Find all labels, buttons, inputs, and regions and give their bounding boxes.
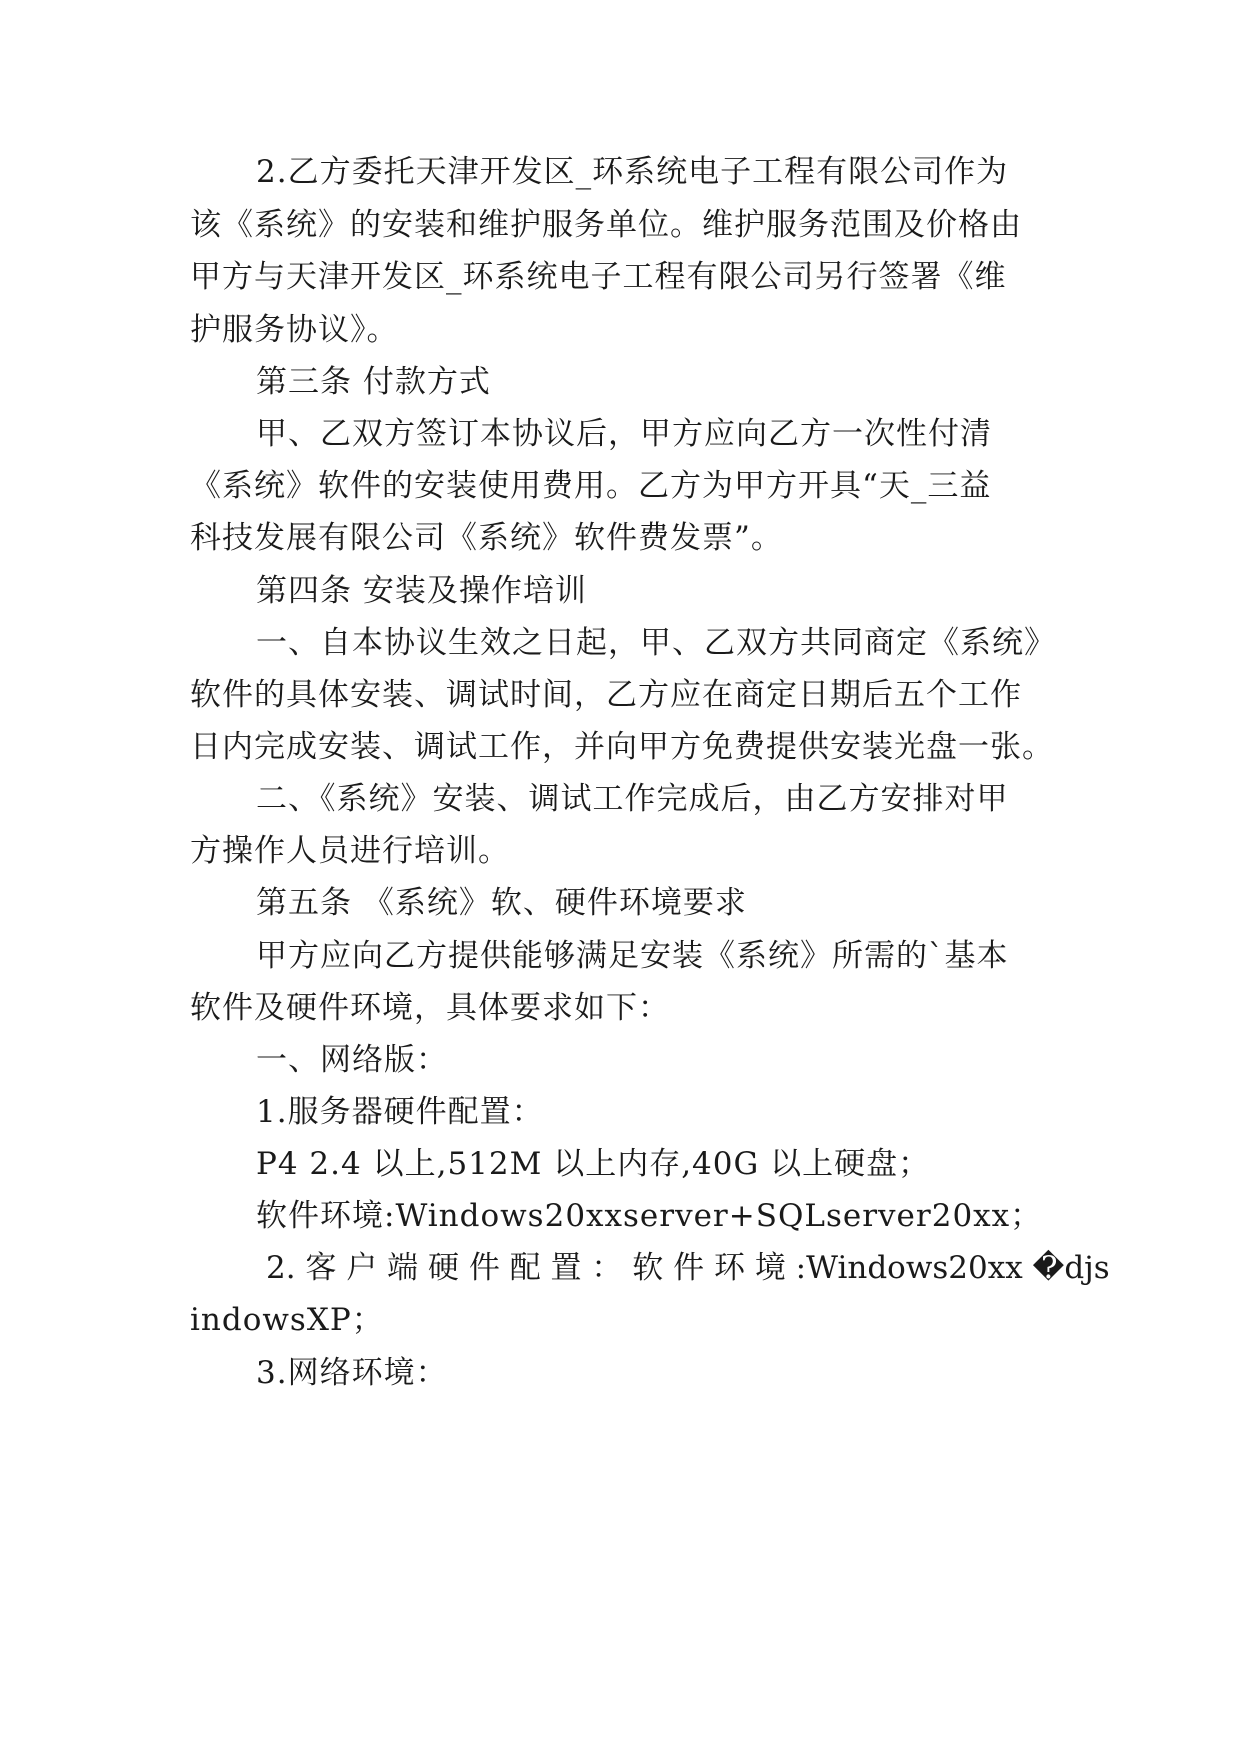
paragraph-line: 甲方与天津开发区_环系统电子工程有限公司另行签署《维	[190, 259, 1007, 295]
list-item: 2. 客 户 端 硬 件 配 置 ： 软 件 环 境 :Windows20xx �djs	[266, 1250, 1110, 1286]
list-heading: 一、网络版：	[256, 1042, 448, 1078]
paragraph-line: 科技发展有限公司《系统》软件费发票”。	[190, 520, 783, 556]
section-heading: 第五条 《系统》软、硬件环境要求	[256, 885, 747, 921]
list-item: 3.网络环境：	[256, 1355, 448, 1391]
paragraph-line: 2.乙方委托天津开发区_环系统电子工程有限公司作为	[256, 154, 1009, 190]
paragraph-line: 该《系统》的安装和维护服务单位。维护服务范围及价格由	[190, 207, 1022, 243]
list-item: P4 2.4 以上,512M 以上内存,40G 以上硬盘；	[256, 1146, 931, 1182]
paragraph-line: 日内完成安装、调试工作，并向甲方免费提供安装光盘一张。	[190, 729, 1054, 765]
paragraph-line: 方操作人员进行培训。	[190, 833, 510, 869]
list-item: 1.服务器硬件配置：	[256, 1094, 544, 1130]
paragraph-line: 软件的具体安装、调试时间，乙方应在商定日期后五个工作	[190, 677, 1022, 713]
paragraph-line: 甲、乙双方签订本协议后，甲方应向乙方一次性付清	[256, 416, 992, 452]
paragraph-line: 甲方应向乙方提供能够满足安装《系统》所需的`基本	[256, 938, 1009, 974]
list-item-continuation: indowsXP；	[190, 1302, 384, 1338]
paragraph-line: 一、自本协议生效之日起，甲、乙双方共同商定《系统》	[256, 625, 1056, 661]
paragraph-line: 《系统》软件的安装使用费用。乙方为甲方开具“天_三益	[190, 468, 992, 504]
paragraph-line: 护服务协议》。	[190, 312, 399, 348]
section-heading: 第四条 安装及操作培训	[256, 573, 587, 609]
section-heading: 第三条 付款方式	[256, 364, 491, 400]
paragraph-line: 软件及硬件环境，具体要求如下：	[190, 990, 670, 1026]
list-item: 软件环境:Windows20xxserver+SQLserver20xx；	[256, 1198, 1043, 1234]
paragraph-line: 二、《系统》安装、调试工作完成后，由乙方安排对甲	[256, 781, 1009, 817]
